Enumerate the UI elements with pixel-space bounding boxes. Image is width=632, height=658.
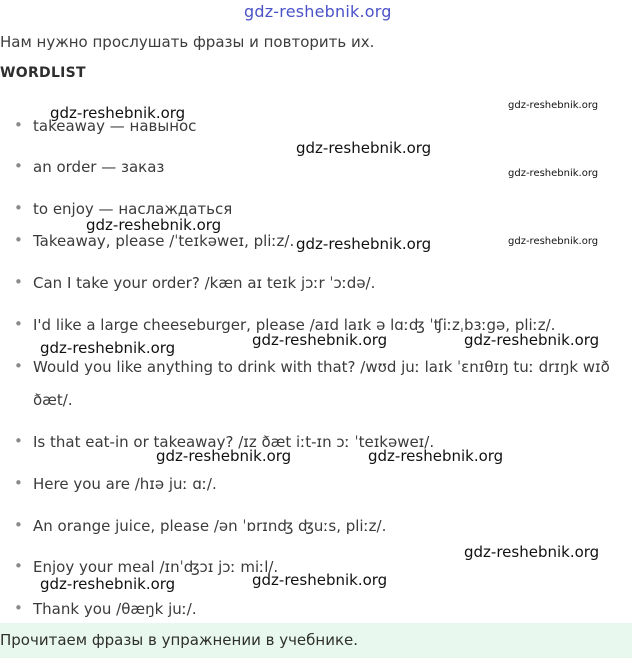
list-item-text: Thank you /θæŋk juː/.: [33, 600, 197, 618]
bullet: •: [14, 599, 23, 617]
list-item-text: Would you like anything to drink with that? /wʊd juː laɪk ˈɛnɪθɪŋ tuː drɪŋk wɪð ðæt/.: [33, 358, 610, 409]
list-item-text: Takeaway, please /ˈteɪkəweɪ, pliːz/.: [33, 232, 295, 250]
watermark: gdz-reshebnik.org: [252, 331, 388, 349]
watermark: gdz-reshebnik.org: [464, 543, 600, 561]
bullet: •: [14, 557, 23, 575]
list-item-text: Here you are /hɪə juː ɑː/.: [33, 475, 217, 493]
list-item-text: An orange juice, please /ən ˈɒrɪnʤ ʤuːs, pliːz/.: [33, 517, 387, 535]
watermark: gdz-reshebnik.org: [296, 139, 432, 157]
list-item-text: I'd like a large cheeseburger, please /aɪd laɪk ə lɑːʤ ˈʧiːzˌbɜːgə, pliːz/.: [33, 316, 556, 334]
list-item-text: Is that eat-in or takeaway? /ɪz ðæt iːt-ɪn ɔː ˈteɪkəweɪ/.: [33, 433, 435, 451]
watermark: gdz-reshebnik.org: [508, 236, 599, 247]
footer-bar: [0, 623, 632, 658]
list-item-text: Can I take your order? /kæn aɪ teɪk jɔːr ˈɔːdə/.: [33, 274, 376, 292]
bullet: •: [14, 231, 23, 249]
bullet: •: [14, 157, 23, 175]
intro-text: Нам нужно прослушать фразы и повторить их.: [0, 33, 375, 51]
watermark: gdz-reshebnik.org: [508, 168, 599, 179]
bullet: •: [14, 116, 23, 134]
watermark: gdz-reshebnik.org: [156, 447, 292, 465]
wordlist-title: WORDLIST: [0, 65, 86, 81]
watermark: gdz-reshebnik.org: [86, 216, 222, 234]
list-item-text: to enjoy — наслаждаться: [33, 200, 233, 218]
bullet: •: [14, 357, 23, 375]
list-item-text: takeaway — навынос: [33, 117, 197, 135]
bullet: •: [14, 516, 23, 534]
bullet: •: [14, 199, 23, 217]
bullet: •: [14, 474, 23, 492]
footer-text: Прочитаем фразы в упражнении в учебнике.: [0, 631, 359, 649]
bullet: •: [14, 315, 23, 333]
watermark: gdz-reshebnik.org: [464, 331, 600, 349]
watermark: gdz-reshebnik.org: [40, 339, 176, 357]
list-item-text: Enjoy your meal /ɪnˈʤɔɪ jɔː miːl/.: [33, 558, 279, 576]
bullet: •: [14, 432, 23, 450]
header-watermark[interactable]: gdz-reshebnik.org: [244, 2, 392, 21]
watermark: gdz-reshebnik.org: [296, 235, 432, 253]
watermark: gdz-reshebnik.org: [368, 447, 504, 465]
watermark: gdz-reshebnik.org: [40, 575, 176, 593]
watermark: gdz-reshebnik.org: [50, 104, 186, 122]
watermark: gdz-reshebnik.org: [508, 100, 599, 111]
bullet: •: [14, 273, 23, 291]
list-item-text: an order — заказ: [33, 158, 165, 176]
watermark: gdz-reshebnik.org: [252, 571, 388, 589]
